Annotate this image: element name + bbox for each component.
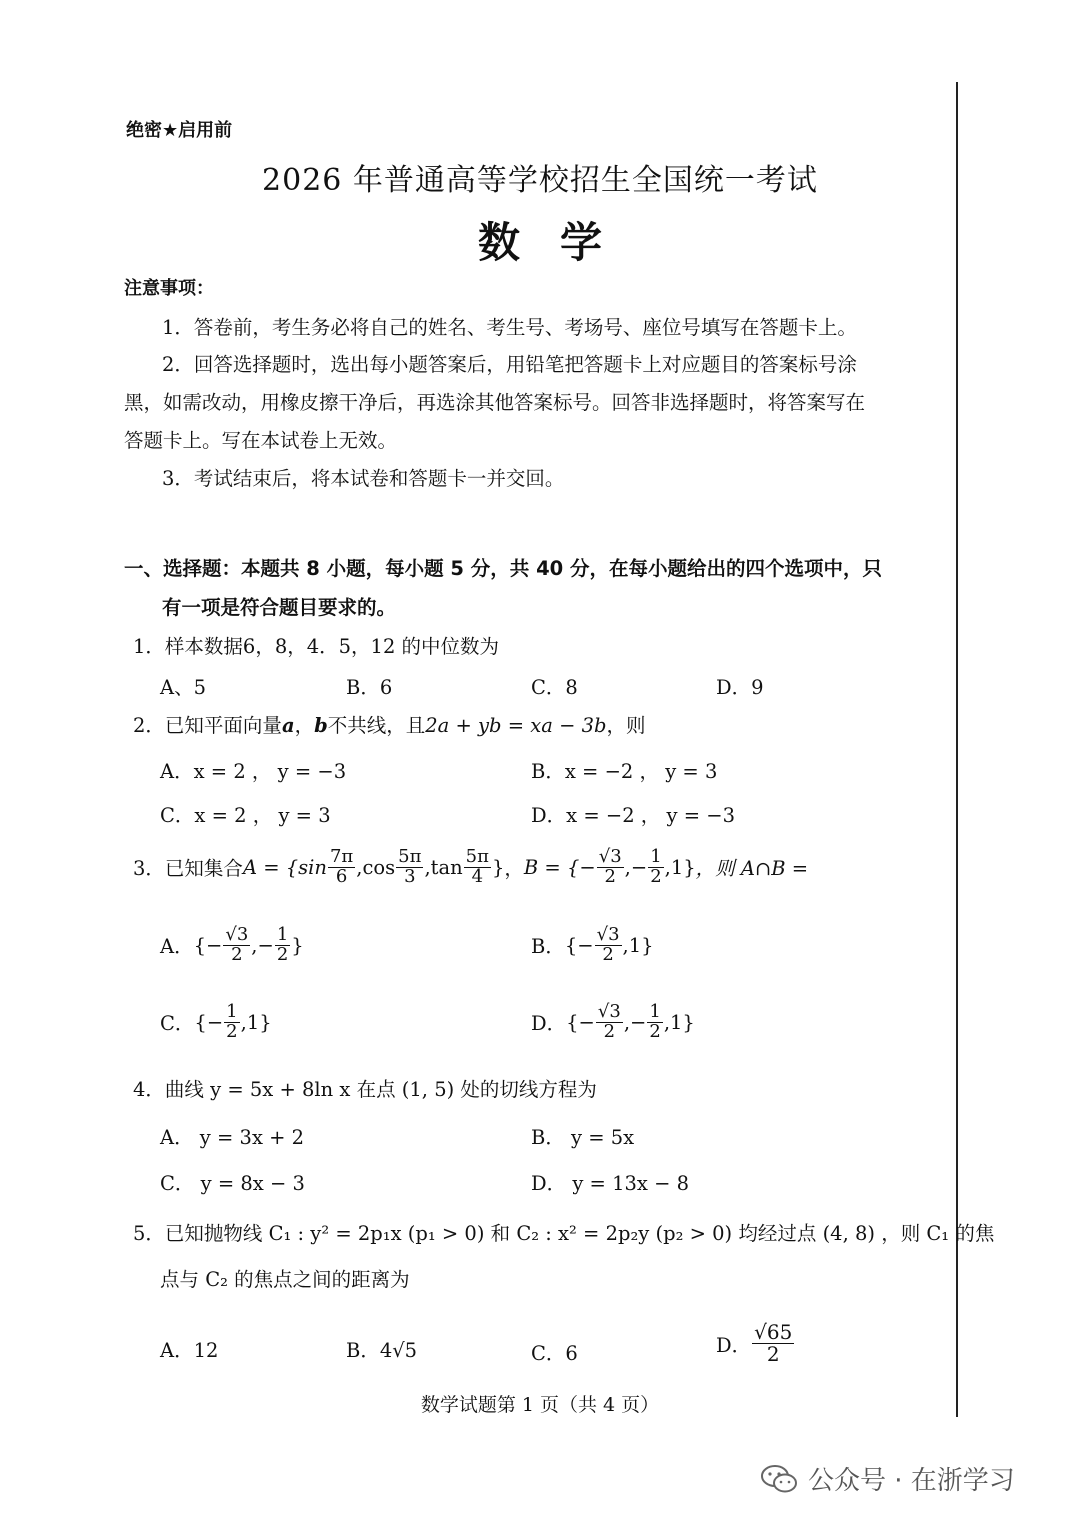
fraction-denominator: 4 xyxy=(471,865,484,887)
fraction-numerator: 1 xyxy=(650,846,662,867)
set-open: {− xyxy=(564,933,594,957)
question-2-option-b: B．x = −2 ， y = 3 xyxy=(531,760,718,783)
set-close: ,1} xyxy=(663,1010,695,1034)
section-1-heading: 一、选择题：本题共 8 小题，每小题 5 分，共 40 分，在每小题给出的四个选项中，只 xyxy=(124,557,883,580)
notice-title: 注意事项： xyxy=(124,278,214,299)
fraction-numerator: 7π xyxy=(329,846,354,867)
question-3-stem xyxy=(133,848,808,887)
fraction-1-2 xyxy=(647,1003,662,1042)
fraction-sqrt3-2 xyxy=(596,1003,623,1042)
fraction-denominator: 2 xyxy=(602,943,614,965)
vector-b-symbol: b xyxy=(314,714,328,737)
question-4-option-a: A． y = 3x + 2 xyxy=(160,1126,305,1149)
fraction-denominator: 2 xyxy=(650,865,662,887)
notice-item-2-line-1: 2．回答选择题时，选出每小题答案后，用铅笔把答题卡上对应题目的答案标号涂 xyxy=(162,353,857,376)
fraction-denominator: 2 xyxy=(226,1020,238,1042)
watermark-text: 公众号 · 在浙学习 xyxy=(808,1466,1015,1496)
question-5-option-c: C．6 xyxy=(531,1342,578,1365)
set-a-close: } xyxy=(491,855,505,879)
fraction-numerator: √65 xyxy=(754,1320,793,1344)
fraction-5pi-4 xyxy=(464,848,491,887)
page-footer: 数学试题第 1 页（共 4 页） xyxy=(420,1394,660,1416)
fraction-denominator: 3 xyxy=(404,865,416,887)
question-4-option-c: C． y = 8x − 3 xyxy=(160,1172,305,1195)
fraction-numerator: √3 xyxy=(597,1001,621,1022)
notice-item-2-line-2: 黑，如需改动，用橡皮擦干净后，再选涂其他答案标号。回答非选择题时，将答案写在 xyxy=(124,391,866,414)
fraction-sqrt65-2 xyxy=(752,1322,794,1365)
question-2-option-a: A．x = 2 ， y = −3 xyxy=(160,760,347,783)
notice-item-2-line-3: 答题卡上。写在本试卷上无效。 xyxy=(124,429,398,452)
question-2-stem xyxy=(133,710,646,738)
question-3-comma: ， xyxy=(504,857,524,881)
question-5-option-a: A．12 xyxy=(160,1339,219,1362)
question-2-equation: 2a + yb = xa − 3b xyxy=(425,714,607,737)
watermark xyxy=(760,1460,1015,1497)
question-1-option-a: A、5 xyxy=(160,676,206,699)
question-2-stem-pre: 已知平面向量 xyxy=(164,714,282,737)
question-2-stem-post: ，则 xyxy=(606,714,646,737)
fraction-sqrt3-2 xyxy=(595,926,622,965)
question-3-option-a xyxy=(160,926,304,965)
question-5-option-b: B．4√5 xyxy=(346,1339,418,1362)
section-1-heading-cont: 有一项是符合题目要求的。 xyxy=(162,596,397,619)
page-edge-line xyxy=(956,82,958,1417)
fraction-denominator: 2 xyxy=(231,943,243,965)
question-3-option-b xyxy=(531,926,654,965)
question-5-option-d xyxy=(716,1322,795,1365)
set-close: } xyxy=(291,933,304,957)
question-1-option-d: D．9 xyxy=(716,676,764,699)
question-2-number: 2． xyxy=(133,714,165,737)
notice-item-1: 1．答卷前，考生务必将自己的姓名、考生号、考场号、座位号填写在答题卡上。 xyxy=(162,316,857,339)
fraction-numerator: √3 xyxy=(598,846,622,867)
question-1-stem: 1．样本数据6，8，4．5，12 的中位数为 xyxy=(133,635,500,658)
question-3-option-c xyxy=(160,1003,272,1042)
set-b-separator: ,− xyxy=(624,855,648,879)
set-close: ,1} xyxy=(622,933,654,957)
fraction-denominator: 2 xyxy=(276,943,289,965)
tan-label: ,tan xyxy=(424,855,463,879)
fraction-numerator: 1 xyxy=(226,1001,238,1022)
question-1-option-b: B．6 xyxy=(346,676,393,699)
set-separator: ,− xyxy=(251,933,274,957)
question-1-option-c: C．8 xyxy=(531,676,578,699)
set-b-open: B = {− xyxy=(523,855,596,879)
question-3-ask: ，则 A∩B = xyxy=(695,857,809,881)
fraction-numerator: √3 xyxy=(596,924,620,945)
question-2-option-c: C．x = 2 ， y = 3 xyxy=(160,804,331,827)
set-b-close: ,1} xyxy=(664,855,696,879)
fraction-denominator: 2 xyxy=(604,865,616,887)
option-label: C． xyxy=(160,1012,195,1036)
fraction-numerator: 1 xyxy=(649,1001,661,1022)
fraction-numerator: 5π xyxy=(465,846,489,867)
set-open: {− xyxy=(194,1010,224,1034)
fraction-denominator: 2 xyxy=(766,1342,780,1366)
fraction-denominator: 2 xyxy=(603,1020,616,1042)
top-secret-label: 绝密★启用前 xyxy=(126,120,233,141)
fraction-sqrt3-2 xyxy=(223,926,250,965)
vector-a-symbol: a xyxy=(281,714,295,737)
cos-label: ,cos xyxy=(356,855,396,879)
fraction-denominator: 2 xyxy=(649,1020,661,1042)
exam-title: 2026 年普通高等学校招生全国统一考试 xyxy=(262,163,818,198)
fraction-7pi-6 xyxy=(328,848,355,887)
question-2-separator: ， xyxy=(294,714,315,737)
question-4-option-d: D． y = 13x − 8 xyxy=(531,1172,690,1195)
question-4-stem: 4．曲线 y = 5x + 8ln x 在点 (1, 5) 处的切线方程为 xyxy=(133,1078,597,1101)
question-3-option-d xyxy=(531,1003,695,1042)
fraction-sqrt3-2 xyxy=(597,848,624,887)
fraction-1-2 xyxy=(275,926,290,965)
fraction-numerator: √3 xyxy=(225,924,249,945)
set-separator: ,− xyxy=(623,1010,647,1034)
notice-item-3: 3．考试结束后，将本试卷和答题卡一并交回。 xyxy=(162,467,565,490)
fraction-1-2 xyxy=(648,848,663,887)
fraction-denominator: 6 xyxy=(335,865,348,887)
question-2-stem-mid: 不共线，且 xyxy=(327,714,426,737)
option-label: D． xyxy=(531,1012,567,1036)
question-3-stem-pre: 已知集合 xyxy=(164,857,243,881)
set-open: {− xyxy=(193,933,223,957)
question-5-stem-line-1: 5．已知抛物线 C₁ : y² = 2p₁x (p₁ > 0) 和 C₂ : x² = 2p₂y (p₂ > 0) 均经过点 (4, 8) ，则 C₁ 的焦 xyxy=(133,1222,995,1245)
question-4-option-b: B． y = 5x xyxy=(531,1126,635,1149)
subject-title: 数学 xyxy=(477,218,642,267)
option-label: D． xyxy=(716,1333,752,1357)
question-2-option-d: D．x = −2 ， y = −3 xyxy=(531,804,736,827)
question-5-stem-line-2: 点与 C₂ 的焦点之间的距离为 xyxy=(160,1268,410,1291)
set-open: {− xyxy=(566,1010,595,1034)
fraction-numerator: 1 xyxy=(276,924,289,945)
fraction-5pi-3 xyxy=(396,848,423,887)
fraction-1-2 xyxy=(224,1003,239,1042)
option-label: B． xyxy=(531,935,565,959)
fraction-numerator: 5π xyxy=(398,846,422,867)
set-close: ,1} xyxy=(240,1010,272,1034)
question-3-number: 3． xyxy=(133,857,165,881)
set-a-open: A = {sin xyxy=(242,855,327,879)
wechat-icon xyxy=(760,1464,798,1494)
option-label: A． xyxy=(160,935,194,959)
